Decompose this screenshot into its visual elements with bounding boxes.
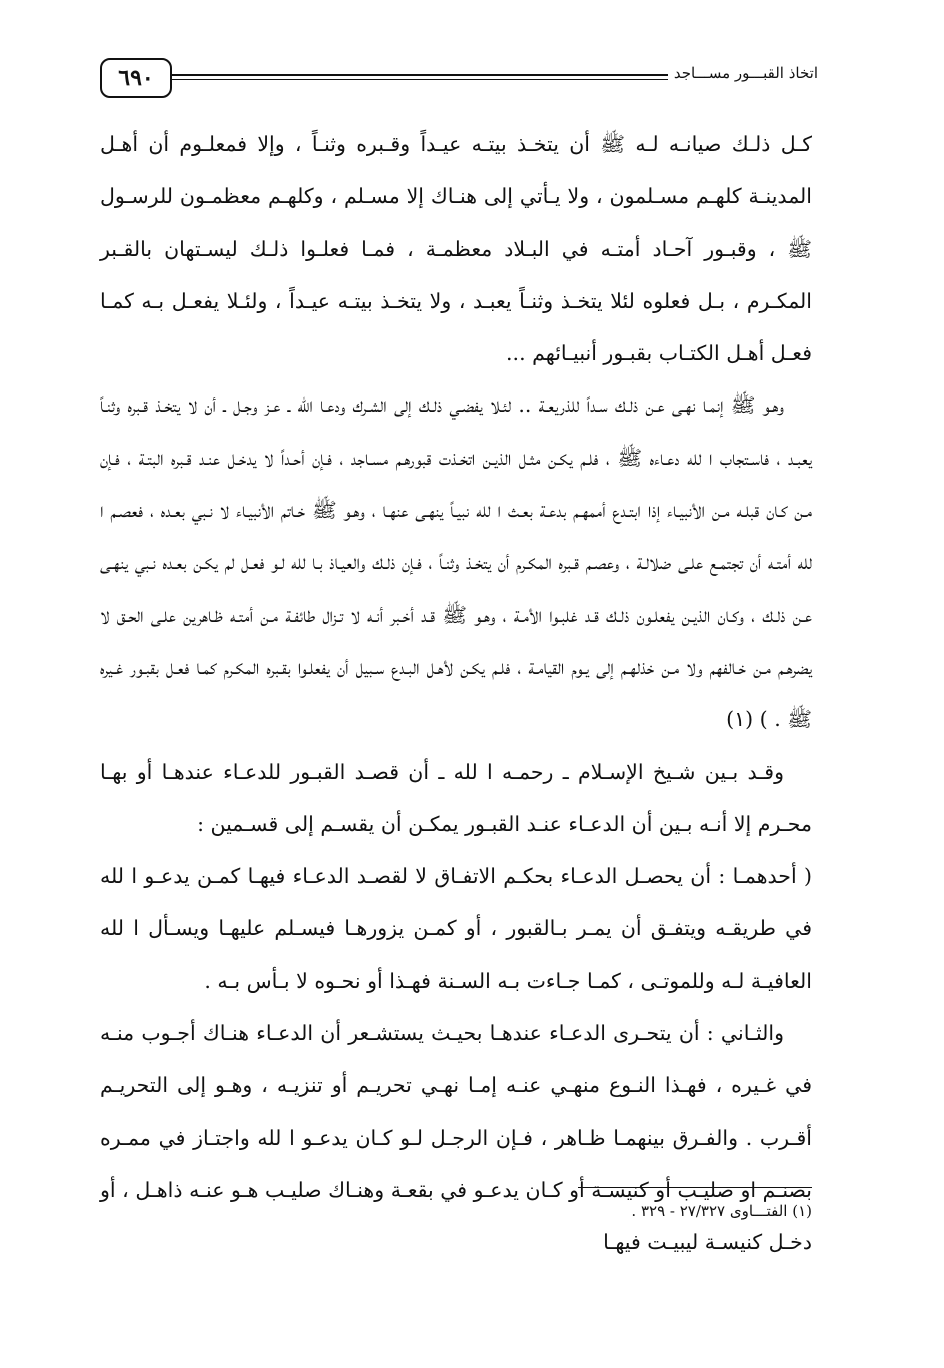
paragraph: كـل ذلـك صيانـه لـه ﷺ أن يتخـذ بيتـه عيـداً وقـبره وثنـاً ، وإلا فمعلـوم أن أهـل المدينـة كلهـم مسـلمون ، ولا يـأتي إلى هنـاك إلا مسـلم ، وكلهـم معظمـون للرسـول ﷺ ، وقبـور آحـاد أمتـه في البـلاد معظمـة ، فمـا فعلـوا ذلـك ليسـتهان بالقـبر المكـرم ، بـل فعلوه لئلا يتخـذ وثنـاً يعبـد ، ولا يتخـذ بيتـه عيـداً ، ولئـلا يفعـل بـه كمـا فعـل أهـل الكتـاب بقبـور أنبيـائهم ... <box>100 132 812 366</box>
paragraph: وقـد بـين شـيخ الإسـلام ـ رحمـه ا لله ـ أن قصـد القبـور للدعـاء عندهـا أو بهـا محـرم إلا أنـه بـين أن الدعـاء عنـد القبـور يمكـن أن يقسـم إلى قسـمين : <box>100 759 812 836</box>
paragraph: ( أحدهمـا : أن يحصـل الدعـاء بحكـم الاتفـاق لا لقصـد الدعـاء فيهـا كمـن يدعـو ا لله في طريقـه ويتفـق أن يمـر بـالقبور ، أو كمـن يزورهـا فيسـلم عليهـا ويسـأل ا لله العافيـة لـه وللموتـى ، كمـا جـاءت بـه السـنة فهـذا أو نحـوه لا بـأس بـه . <box>100 864 812 993</box>
header-rule-thin <box>170 79 668 80</box>
footnote-separator <box>578 1187 812 1188</box>
page-header <box>100 58 818 98</box>
running-title: اتخاذ القبـــور مســـاجد <box>673 64 818 82</box>
header-rule <box>170 74 668 76</box>
footnote: (١) الفتـــاوى ٢٧/٣٢٧ - ٣٢٩ . <box>631 1202 812 1220</box>
main-text <box>100 118 812 1269</box>
page-number: ٦٩٠ <box>100 58 172 98</box>
paragraph: وهـو ﷺ إنمـا نهـى عـن ذلـك سـداً للذريعـة .. لئـلا يفضـي ذلـك إلى الشـرك ودعـا الله ـ عـز وجـل ـ أن لا يتخـذ قـبره وثنـاً يعبـد ، فاسـتجاب ا لله دعـاءه ﷺ ، فلـم يكـن مثـل الذيـن اتخـذت قبورهـم مسـاجد ، فـإن أحـداً لا يدخـل عنـد قـبره البتـة ، فـإن مـن كـان قبلـه مـن الأنبيـاء إذا ابتـدع أممهـم بدعـة بعـث ا لله نبيـاً ينهـى عنهـا ، وهـو ﷺ خـاتم الأنبيـاء لا نـبي بعـده ، فعصـم ا لله أمتـه أن تجتمـع علـى ضلالـة ، وعصـم قـبره المكـرم أن يتخـذ وثنـاً ، فـإن ذلـك والعيـاذ بـا لله لـو فعـل لم يكـن بعـده نـبي ينهـى عـن ذلـك ، وكـان الذيـن يفعلـون ذلـك قـد غلبـوا الأمـة ، وهـو ﷺ قـد أخـبر أنـه لا تـزال طائفـة مـن أمتـه ظـاهرين علـى الحـق لا يضرهـم مـن خـالفهم ولا مـن خذلهـم إلى يـوم القيامـة ، فلـم يكـن لأهـل البـدع سـبيل أن يفعلـوا بقـبره المكـرم كمـا فعـل بقبـور غـيره ﷺ . ) (١) <box>100 393 812 732</box>
paragraph: والثـاني : أن يتحـرى الدعـاء عندهـا بحيـث يستشـعر أن الدعـاء هنـاك أجـوب منـه في غـيره ، فهـذا النـوع منهـي عنـه إمـا نهـي تحريـم أو تنزيـه ، وهـو إلى التحريـم أقـرب . والفـرق بينهمـا ظـاهر ، فـإن الرجـل لـو كـان يدعـو ا لله واجتـاز في ممـره بصنـم او صليـب أو كنيسـة أو كـان يدعـو في بقعـة وهنـاك صليـب هـو عنـه ذاهـل ، أو دخـل كنيسـة ليبيـت فيهـا <box>100 1021 812 1255</box>
